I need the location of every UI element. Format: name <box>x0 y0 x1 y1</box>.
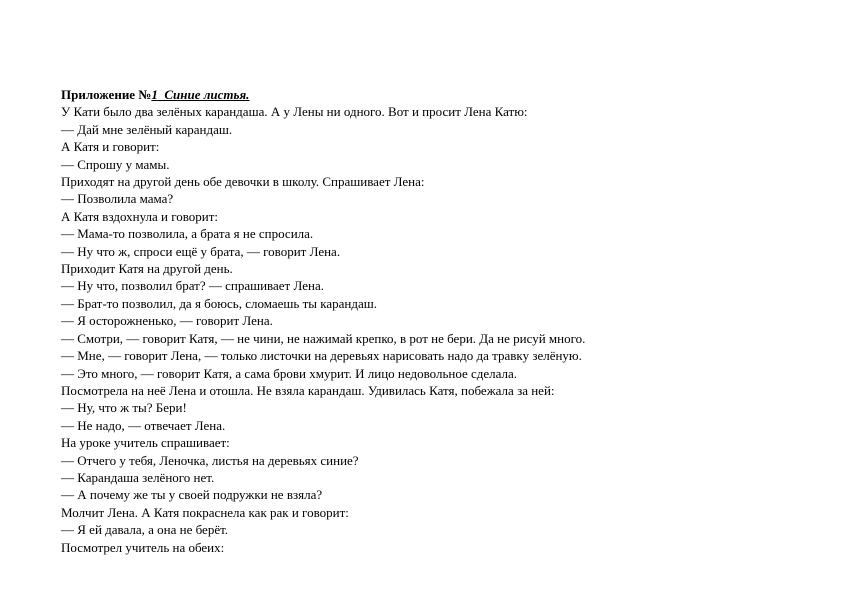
document-page <box>61 86 801 556</box>
text-line: А Катя вздохнула и говорит: <box>61 208 219 224</box>
text-line: Приходит Катя на другой день. <box>61 261 233 277</box>
text-line: Посмотрел учитель на обеих: <box>61 539 225 555</box>
text-line: — Это много, — говорит Катя, а сама брови хмурит. И лицо недовольное сделала. <box>61 365 518 381</box>
text-line: — Мама-то позволила, а брата я не спросила. <box>61 226 314 242</box>
heading-title: Синие листья. <box>157 87 250 102</box>
text-line: Приходят на другой день обе девочки в школу. Спрашивает Лена: <box>61 174 425 190</box>
text-line: — Дай мне зелёный карандаш. <box>61 121 233 137</box>
text-line: — Спрошу у мамы. <box>61 156 170 172</box>
document-heading <box>61 86 801 103</box>
text-line: Молчит Лена. А Катя покраснела как рак и говорит: <box>61 504 349 520</box>
text-line: — Ну что ж, спроси ещё у брата, — говорит Лена. <box>61 243 341 259</box>
text-line: — Я осторожненько, — говорит Лена. <box>61 313 273 329</box>
heading-number: 1 <box>151 87 158 102</box>
text-line: — Отчего у тебя, Леночка, листья на деревьях синие? <box>61 452 359 468</box>
text-line: — Смотри, — говорит Катя, — не чини, не нажимай крепко, в рот не бери. Да не рисуй много. <box>61 330 586 346</box>
text-line: — А почему же ты у своей подружки не взяла? <box>61 487 323 503</box>
text-line: — Не надо, — отвечает Лена. <box>61 417 226 433</box>
text-line: А Катя и говорит: <box>61 139 160 155</box>
text-line: — Ну что, позволил брат? — спрашивает Лена. <box>61 278 324 294</box>
text-line: Посмотрела на неё Лена и отошла. Не взяла карандаш. Удивилась Катя, побежала за ней: <box>61 382 555 398</box>
text-line: — Позволила мама? <box>61 191 174 207</box>
text-line: — Я ей давала, а она не берёт. <box>61 522 229 538</box>
text-line: — Ну, что ж ты? Бери! <box>61 400 187 416</box>
text-line: — Карандаша зелёного нет. <box>61 469 215 485</box>
text-line: — Мне, — говорит Лена, — только листочки на деревьях нарисовать надо да травку зелёную. <box>61 348 582 364</box>
text-line: На уроке учитель спрашивает: <box>61 435 230 451</box>
text-line: — Брат-то позволил, да я боюсь, сломаешь ты карандаш. <box>61 295 378 311</box>
text-line: У Кати было два зелёных карандаша. А у Лены ни одного. Вот и просит Лена Катю: <box>61 104 528 120</box>
heading-label: Приложение № <box>61 87 152 102</box>
